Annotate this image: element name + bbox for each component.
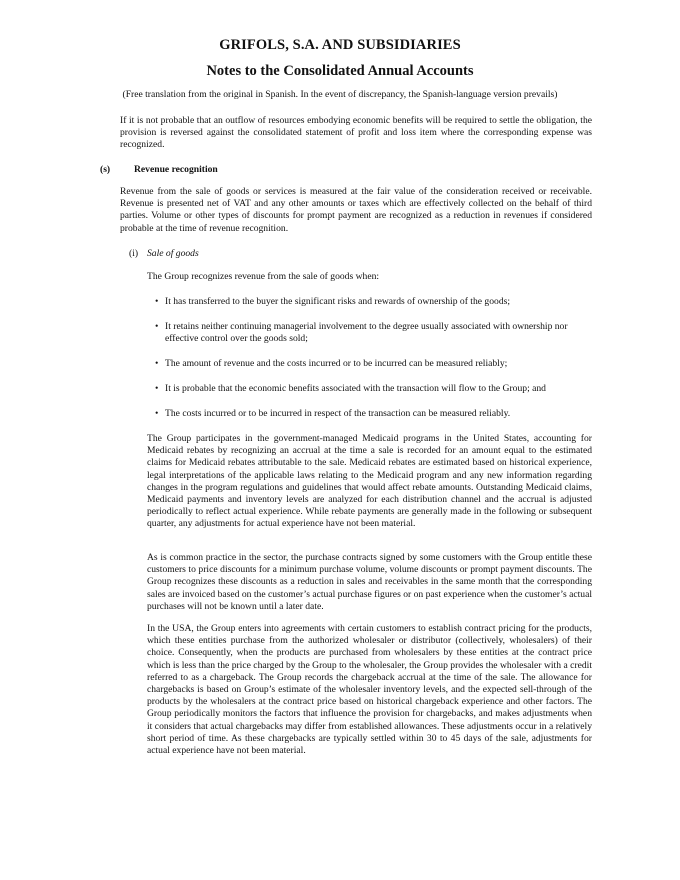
list-item: [155, 408, 592, 420]
section-number: (s): [100, 164, 111, 175]
bullet-icon: •: [155, 296, 159, 307]
list-item: [155, 321, 592, 345]
bullet-icon: •: [155, 321, 159, 332]
revenue-paragraph: Revenue from the sale of goods or services is measured at the fair value of the consideration received or receivable. Revenue is presented net of VAT and any other amounts or taxes which are effectively collected on the behalf of third parties. Volume or other types of discounts for prompt payment are recognized as a reduction in revenues if considered probable at the time of revenue recognition.: [120, 186, 592, 234]
translation-note: (Free translation from the original in Spanish. In the event of discrepancy, the Spanish-language version prevails): [122, 89, 558, 100]
list-item-text: It has transferred to the buyer the significant risks and rewards of ownership of the goods;: [165, 296, 511, 307]
subsection-title: Sale of goods: [147, 248, 199, 259]
list-item-text: It retains neither continuing managerial involvement to the degree usually associated with ownership nor effective control over the goods sold;: [165, 321, 568, 345]
section-heading: [100, 164, 218, 175]
bullet-icon: •: [155, 358, 159, 369]
bullet-icon: •: [155, 383, 159, 394]
bullet-icon: •: [155, 408, 159, 419]
list-item: [155, 296, 592, 308]
section-title: Revenue recognition: [134, 164, 218, 175]
medicaid-paragraph: The Group participates in the government-managed Medicaid programs in the United States, accounting for Medicaid rebates by recognizing an accrual at the time a sale is recorded for an amount equal to the estimated claims for Medicaid rebates attributable to the sale. Medicaid rebates are estimated based on historical experience, legal interpretations of the applicable laws relating to the Medicaid program and any new information regarding changes in the program regulations and guidelines that would affect rebate amounts. Outstanding Medicaid claims, Medicaid payments and inventory levels are analyzed for each distribution channel and the accrual is adjusted periodically to reflect actual experience. While rebate payments are generally made in the following or subsequent quarter, any adjustments for actual experience have not been material.: [147, 433, 592, 530]
company-name: GRIFOLS, S.A. AND SUBSIDIARIES: [219, 37, 461, 53]
list-item-text: It is probable that the economic benefits associated with the transaction will flow to the Group; and: [165, 383, 546, 394]
discounts-paragraph: As is common practice in the sector, the purchase contracts signed by some customers with the Group entitle these customers to price discounts for a minimum purchase volume, volume discounts or prompt payment discounts. The Group recognizes these discounts as a reduction in sales and receivables in the same month that the corresponding sales are invoiced based on the customer’s actual purchase figures or on past experience when the customer’s actual purchases will not be known until a later date.: [147, 552, 592, 612]
list-item: [155, 358, 592, 370]
subsection-number: (i): [129, 248, 139, 259]
intro-paragraph: If it is not probable that an outflow of resources embodying economic benefits will be required to settle the obligation, the provision is reversed against the consolidated statement of profit and loss item where the corresponding expense was recognized.: [120, 115, 592, 151]
subsection-heading: [129, 248, 199, 259]
sale-of-goods-intro: The Group recognizes revenue from the sale of goods when:: [147, 271, 380, 282]
list-item-text: The costs incurred or to be incurred in respect of the transaction can be measured reliably.: [165, 408, 511, 419]
document-title: Notes to the Consolidated Annual Accounts: [206, 63, 474, 79]
chargeback-paragraph: In the USA, the Group enters into agreements with certain customers to establish contract pricing for the products, which these entities purchase from the authorized wholesaler or distributor (collectively, wholesalers) of their choice. Consequently, when the products are purchased from wholesalers by these entities at the contract price which is less than the price charged by the Group to the wholesaler, the Group provides the wholesaler with a credit referred to as a chargeback. The Group records the chargeback accrual at the time of the sale. The allowance for chargebacks is based on Group’s estimate of the wholesaler inventory levels, and the expected sell-through of the products by the wholesalers at the contract price based on historical chargeback experience and other factors. The Group periodically monitors the factors that influence the provision for chargebacks, and makes adjustments when it considers that actual chargebacks may differ from established allowances. These adjustments occur in a relatively short period of time. As these chargebacks are typically settled within 30 to 45 days of the sale, adjustments for actual experience have not been material.: [147, 623, 592, 757]
list-item-text: The amount of revenue and the costs incurred or to be incurred can be measured reliably;: [165, 358, 508, 369]
list-item: [155, 383, 592, 395]
